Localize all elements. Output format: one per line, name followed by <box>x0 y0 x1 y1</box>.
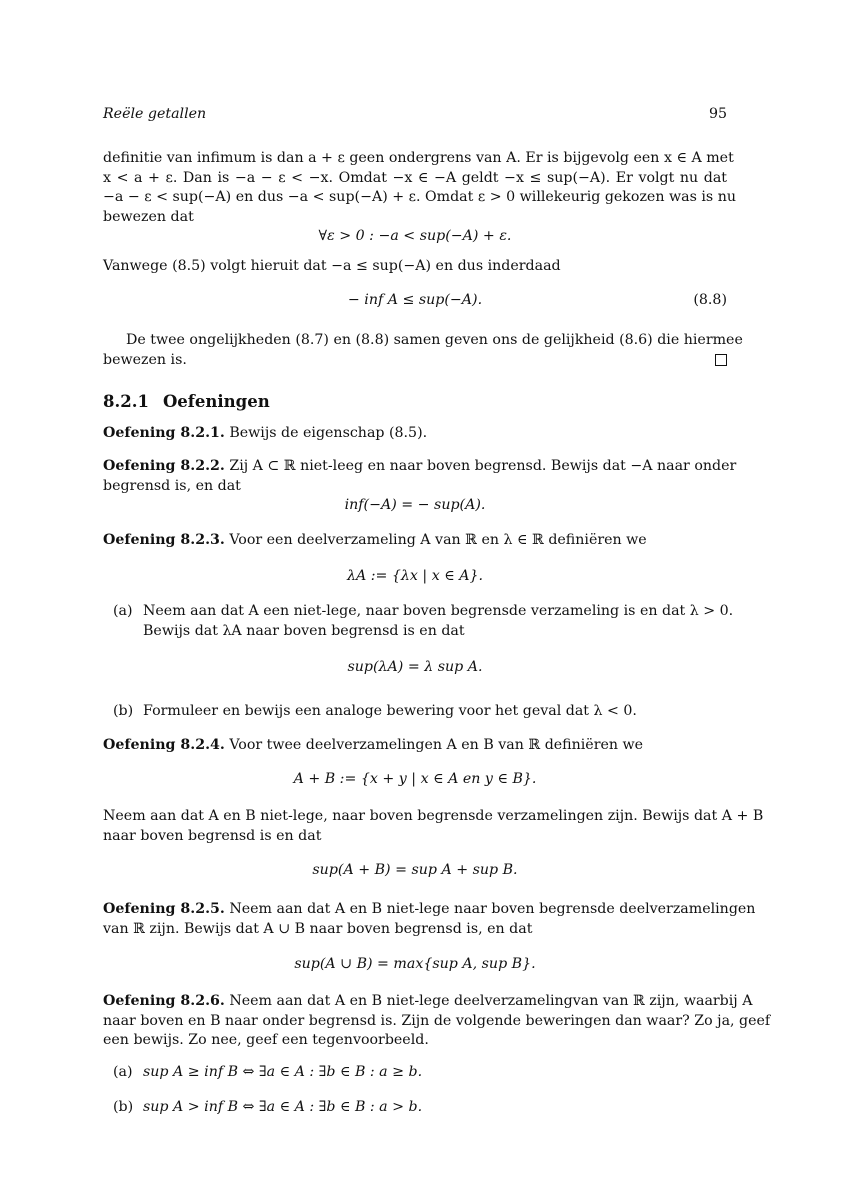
display-equation: ∀ε > 0 : −a < sup(−A) + ε. <box>318 228 512 244</box>
text-line: sup A > inf B ⇔ ∃a ∈ A : ∃b ∈ B : a > b. <box>143 1099 423 1115</box>
exercise-8-2-1 <box>103 424 727 444</box>
qed-symbol <box>715 354 727 366</box>
section-title: Oefeningen <box>162 392 270 411</box>
text-line: bewezen dat <box>103 208 194 225</box>
exercise-label: Oefening 8.2.2. <box>103 458 225 474</box>
part-label: (a) <box>113 603 133 619</box>
text-line: Vanwege (8.5) volgt hieruit dat −a ≤ sup(−A) en dus inderdaad <box>103 258 561 274</box>
text-line: bewezen is. <box>103 351 187 368</box>
text-paragraph <box>103 257 727 277</box>
exercise-text: Neem aan dat A en B niet-lege naar boven begrensde deelverzamelingen <box>229 901 756 917</box>
conclusion-paragraph <box>103 331 743 370</box>
exercise-text: Voor een deelverzameling A van ℝ en λ ∈ ℝ definiëren we <box>229 532 647 548</box>
text-line: naar boven begrensd is en dat <box>103 827 322 844</box>
exercise-text: Zij A ⊂ ℝ niet-leeg en naar boven begrensd. Bewijs dat −A naar onder <box>229 458 737 474</box>
section-number: 8.2.1 <box>103 392 149 411</box>
display-equation <box>103 292 727 308</box>
text-line: x < a + ε. Dan is −a − ε < −x. Omdat −x ∈ −A geldt −x ≤ sup(−A). Er volgt nu dat <box>103 169 727 186</box>
part-label: (a) <box>113 1064 133 1080</box>
exercise-8-2-6 <box>103 992 771 1051</box>
exercise-8-2-3 <box>103 531 727 551</box>
text-line: Bewijs dat λA naar boven begrensd is en dat <box>143 622 465 639</box>
exercise-8-2-5 <box>103 900 756 939</box>
exercise-label: Oefening 8.2.4. <box>103 737 225 753</box>
text-line: Neem aan dat A en B niet-lege, naar boven begrensde verzamelingen zijn. Bewijs dat A + B <box>103 808 764 824</box>
text-line: definitie van infimum is dan a + ε geen ondergrens van A. Er is bijgevolg een x ∈ A met <box>103 150 734 166</box>
text-line: sup A ≥ inf B ⇔ ∃a ∈ A : ∃b ∈ B : a ≥ b. <box>143 1064 423 1080</box>
exercise-text: Neem aan dat A en B niet-lege deelverzamelingvan van ℝ zijn, waarbij A <box>229 993 753 1009</box>
text-line: De twee ongelijkheden (8.7) en (8.8) samen geven ons de gelijkheid (8.6) die hiermee <box>126 332 743 348</box>
text-line: −a − ε < sup(−A) en dus −a < sup(−A) + ε. Omdat ε > 0 willekeurig gekozen was is nu <box>103 189 736 205</box>
exercise-8-2-2 <box>103 457 737 496</box>
display-equation: inf(−A) = − sup(A). <box>344 497 486 513</box>
proof-paragraph <box>103 149 736 227</box>
exercise-label: Oefening 8.2.3. <box>103 532 225 548</box>
section-heading <box>103 392 284 411</box>
page-number: 95 <box>708 106 727 122</box>
text-line: van ℝ zijn. Bewijs dat A ∪ B naar boven begrensd is, en dat <box>103 920 533 937</box>
equation-number: (8.8) <box>693 292 727 308</box>
exercise-8-2-4 <box>103 736 727 756</box>
display-equation: λA := {λx | x ∈ A}. <box>346 568 484 584</box>
text-line: naar boven en B naar onder begrensd is. Zijn de volgende beweringen dan waar? Zo ja, geef <box>103 1012 771 1029</box>
exercise-text: Voor twee deelverzamelingen A en B van ℝ definiëren we <box>229 737 644 753</box>
equation-expression: − inf A ≤ sup(−A). <box>347 292 483 308</box>
text-paragraph <box>103 807 764 846</box>
display-equation: sup(A + B) = sup A + sup B. <box>312 862 518 878</box>
part-label: (b) <box>113 1099 134 1115</box>
display-equation: sup(λA) = λ sup A. <box>347 659 483 675</box>
exercise-text: Bewijs de eigenschap (8.5). <box>229 425 428 441</box>
exercise-label: Oefening 8.2.5. <box>103 901 225 917</box>
text-line: begrensd is, en dat <box>103 477 241 494</box>
exercise-label: Oefening 8.2.6. <box>103 993 225 1009</box>
display-equation: sup(A ∪ B) = max{sup A, sup B}. <box>294 956 536 972</box>
text-line: Neem aan dat A een niet-lege, naar boven begrensde verzameling is en dat λ > 0. <box>143 603 734 619</box>
text-line: een bewijs. Zo nee, geef een tegenvoorbeeld. <box>103 1032 429 1048</box>
part-label: (b) <box>113 703 134 719</box>
display-equation: A + B := {x + y | x ∈ A en y ∈ B}. <box>293 771 537 787</box>
text-line: Formuleer en bewijs een analoge bewering voor het geval dat λ < 0. <box>143 703 637 719</box>
exercise-label: Oefening 8.2.1. <box>103 425 225 441</box>
running-header-title: Reële getallen <box>103 106 207 122</box>
